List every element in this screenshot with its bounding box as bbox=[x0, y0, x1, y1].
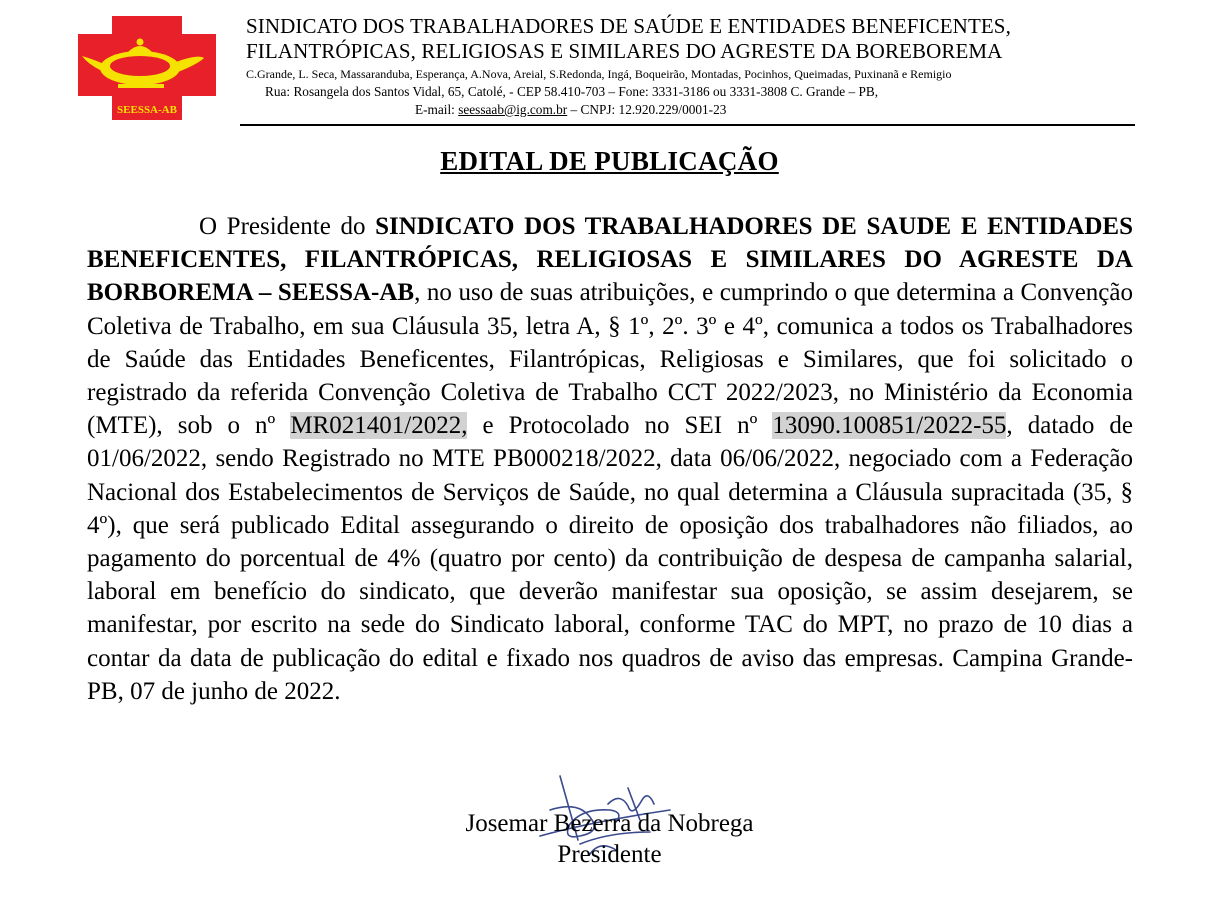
contact-line bbox=[415, 101, 1126, 119]
body-text-3: e Protocolado no SEI nº bbox=[467, 412, 773, 440]
body-text-2: , no uso de suas atribuições, e cumprindo o que determina a Convenção Coletiva de Trabalho, em sua Cláusula 35, letra A, § 1º, 2º. 3º e 4º, comunica a todos os Trabalhadores de Saúde das Entidades Beneficentes, Filantrópicas, Religiosas e Similares, que foi solicitado o registrado da referida Convenção Coletiva de Trabalho CCT 2022/2023, no Ministério da Economia (MTE), sob o nº bbox=[87, 279, 1134, 440]
signer-block bbox=[0, 808, 1219, 870]
signer-name: Josemar Bezerra da Nobrega bbox=[465, 810, 754, 837]
org-name-line-2: FILANTRÓPICAS, RELIGIOSAS E SIMILARES DO AGRESTE DA BOREBOREMA bbox=[246, 39, 1003, 63]
body-text-4: , datado de 01/06/2022, sendo Registrado no MTE PB000218/2022, data 06/06/2022, negociado com a Federação Nacional dos Estabelecimentos de Serviços de Saúde, no qual determina a Cláusula supracitada (35, § 4º), que será publicado Edital assegurando o direito de oposição dos trabalhadores não filiados, ao pagamento do porcentual de 4% (quatro por cento) da contribuição de despesa de campanha salarial, laboral em benefício do sindicato, que deverão manifestar sua oposição, se assim desejarem, se manifestar, por escrito na sede do Sindicato laboral, conforme TAC do MPT, no prazo de 10 dias a contar da data de publicação do edital e fixado nos quadros de aviso das empresas. Campina Grande-PB, 07 de junho de 2022. bbox=[87, 412, 1133, 705]
sei-protocol-number: 13090.100851/2022-55 bbox=[772, 412, 1007, 440]
body-intro: O Presidente do bbox=[199, 213, 376, 240]
header-divider bbox=[240, 124, 1135, 126]
org-name-line-1: SINDICATO DOS TRABALHADORES DE SAÚDE E ENTIDADES BENEFICENTES, bbox=[246, 14, 1011, 38]
union-logo bbox=[78, 16, 216, 120]
notice-body bbox=[87, 210, 1133, 708]
email-label: E-mail: bbox=[415, 102, 459, 117]
cnpj-text: – CNPJ: 12.920.229/0001-23 bbox=[567, 102, 727, 117]
email-link[interactable]: seessaab@ig.com.br bbox=[458, 102, 568, 117]
union-name-bold: SINDICATO DOS TRABALHADORES DE SAUDE E ENTIDADES BENEFICENTES, FILANTRÓPICAS, RELIGIOSAS E SIMILARES DO AGRESTE DA BORBOREMA – SEESSA-AB bbox=[87, 213, 1133, 307]
registration-number: MR021401/2022, bbox=[290, 412, 468, 440]
logo-text: SEESSA-AB bbox=[117, 104, 177, 116]
document-title: EDITAL DE PUBLICAÇÃO bbox=[440, 146, 779, 176]
address-line: Rua: Rosangela dos Santos Vidal, 65, Catolé, - CEP 58.410-703 – Fone: 3331-3186 ou 3331-3808 C. Grande – PB, bbox=[265, 84, 879, 99]
signer-role: Presidente bbox=[557, 841, 662, 868]
cities-list: C.Grande, L. Seca, Massaranduba, Esperança, A.Nova, Areial, S.Redonda, Ingá, Boqueirão, Montadas, Pocinhos, Queimadas, Puxinanã e Remigio bbox=[246, 67, 952, 81]
letterhead bbox=[246, 14, 1126, 119]
